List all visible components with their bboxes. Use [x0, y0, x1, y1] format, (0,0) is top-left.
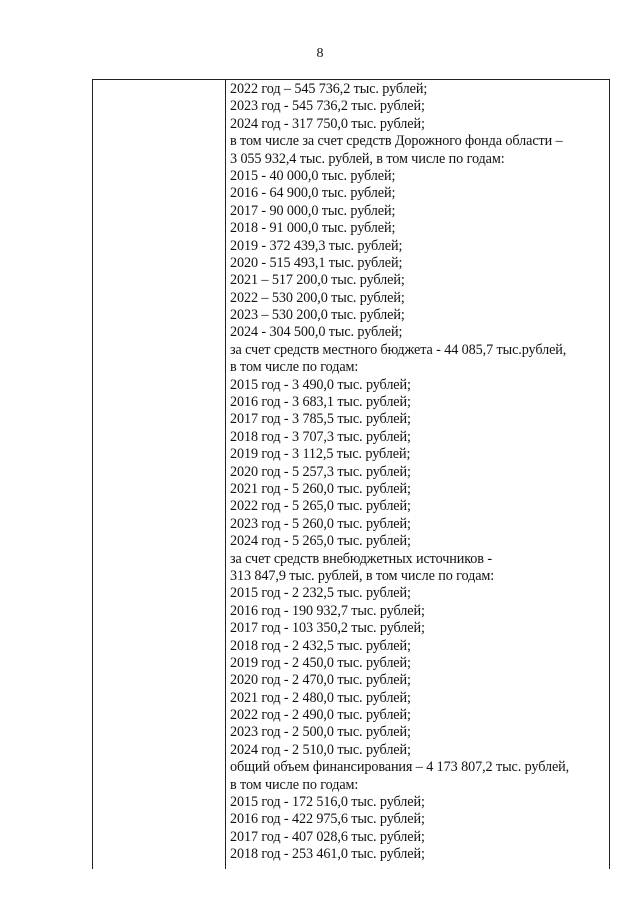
funding-line: 2020 год - 5 257,3 тыс. рублей;: [230, 463, 411, 480]
funding-line: 2019 год - 3 112,5 тыс. рублей;: [230, 446, 411, 463]
funding-line: 2021 год - 2 480,0 тыс. рублей;: [230, 689, 411, 706]
funding-line: 313 847,9 тыс. рублей, в том числе по годам:: [230, 567, 495, 584]
funding-line: 2024 год - 317 750,0 тыс. рублей;: [230, 115, 425, 132]
funding-line: 2020 год - 2 470,0 тыс. рублей;: [230, 672, 411, 689]
funding-line: 2016 год - 190 932,7 тыс. рублей;: [230, 602, 425, 619]
funding-line: 2015 год - 3 490,0 тыс. рублей;: [230, 376, 411, 393]
funding-line: 2023 – 530 200,0 тыс. рублей;: [230, 307, 405, 324]
funding-line: 2017 год - 103 350,2 тыс. рублей;: [230, 620, 425, 637]
page-number: 8: [316, 46, 324, 61]
funding-line: 2022 – 530 200,0 тыс. рублей;: [230, 289, 405, 306]
funding-line: 2022 год – 545 736,2 тыс. рублей;: [230, 81, 428, 97]
funding-line: 2022 год - 5 265,0 тыс. рублей;: [230, 498, 411, 515]
funding-line: за счет средств местного бюджета - 44 085,7 тыс.рублей,: [230, 341, 567, 358]
funding-line: 2015 год - 2 232,5 тыс. рублей;: [230, 585, 411, 602]
table-left-cell: [93, 80, 226, 869]
funding-line: в том числе по годам:: [230, 776, 359, 793]
funding-line: в том числе за счет средств Дорожного фонда области –: [230, 133, 563, 150]
funding-line: 2023 год - 5 260,0 тыс. рублей;: [230, 515, 411, 532]
funding-line: 2021 – 517 200,0 тыс. рублей;: [230, 272, 405, 289]
funding-line: 2024 год - 5 265,0 тыс. рублей;: [230, 533, 411, 550]
funding-line: 2022 год - 2 490,0 тыс. рублей;: [230, 707, 411, 724]
funding-line: 2024 год - 2 510,0 тыс. рублей;: [230, 741, 411, 758]
funding-line: 2019 год - 2 450,0 тыс. рублей;: [230, 654, 411, 671]
funding-line: в том числе по годам:: [230, 359, 359, 376]
funding-line: 2023 год - 2 500,0 тыс. рублей;: [230, 724, 411, 741]
funding-line: 2020 - 515 493,1 тыс. рублей;: [230, 254, 403, 271]
table-right-cell: [230, 81, 606, 864]
funding-line: 2016 год - 3 683,1 тыс. рублей;: [230, 394, 411, 411]
funding-line: 2023 год - 545 736,2 тыс. рублей;: [230, 98, 425, 115]
funding-line: 2021 год - 5 260,0 тыс. рублей;: [230, 480, 411, 497]
funding-line: общий объем финансирования – 4 173 807,2 тыс. рублей,: [230, 759, 570, 776]
funding-line: 2017 год - 3 785,5 тыс. рублей;: [230, 411, 411, 428]
funding-line: 2018 год - 253 461,0 тыс. рублей;: [230, 846, 425, 863]
funding-line: 2017 - 90 000,0 тыс. рублей;: [230, 202, 396, 219]
funding-line: 2015 год - 172 516,0 тыс. рублей;: [230, 794, 425, 811]
funding-line: 2018 год - 3 707,3 тыс. рублей;: [230, 428, 411, 445]
funding-table: [92, 79, 610, 869]
funding-line: 2015 - 40 000,0 тыс. рублей;: [230, 167, 396, 184]
funding-line: 2018 - 91 000,0 тыс. рублей;: [230, 220, 396, 237]
funding-line: 2024 - 304 500,0 тыс. рублей;: [230, 324, 403, 341]
funding-line: 3 055 932,4 тыс. рублей, в том числе по годам:: [230, 150, 505, 167]
funding-line: 2019 - 372 439,3 тыс. рублей;: [230, 237, 403, 254]
funding-line: 2016 - 64 900,0 тыс. рублей;: [230, 185, 396, 202]
funding-line: 2018 год - 2 432,5 тыс. рублей;: [230, 637, 411, 654]
funding-line: 2017 год - 407 028,6 тыс. рублей;: [230, 828, 425, 845]
funding-line: 2016 год - 422 975,6 тыс. рублей;: [230, 811, 425, 828]
funding-line: за счет средств внебюджетных источников -: [230, 550, 492, 567]
